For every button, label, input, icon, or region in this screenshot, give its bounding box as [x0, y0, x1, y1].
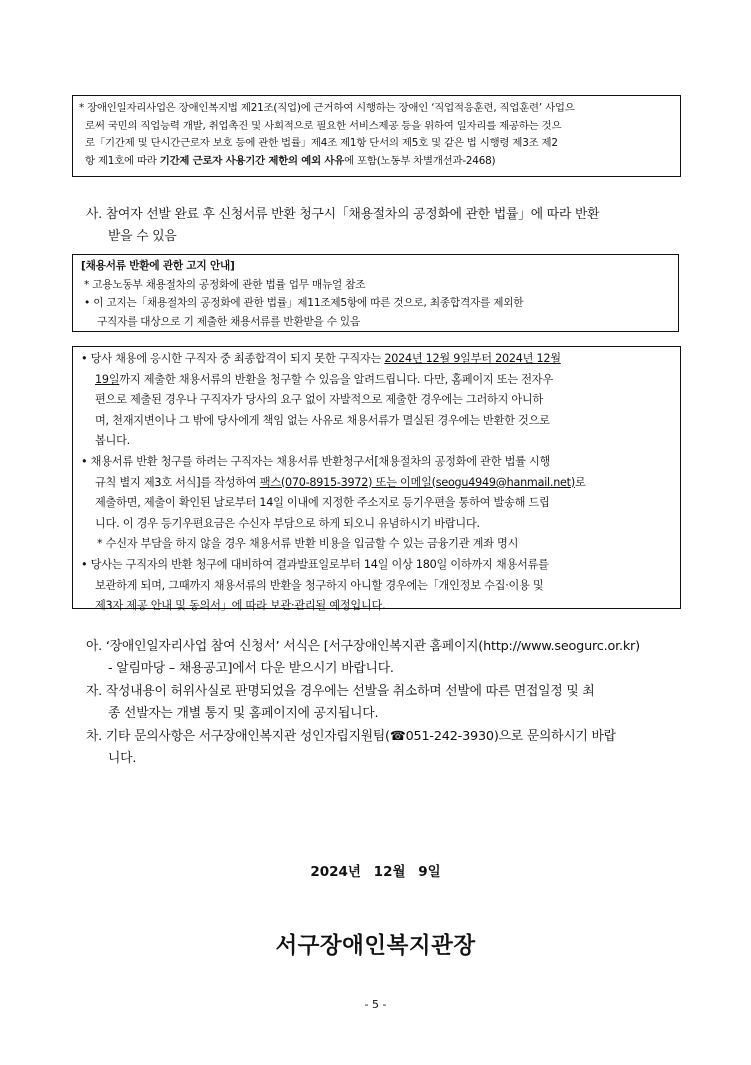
section-ja-line: 자. 작성내용이 허위사실로 판명되었을 경우에는 선발을 취소하며 선발에 따른 면접일정 및 최: [86, 684, 595, 699]
return-line: 제출하면, 제출이 확인된 날로부터 14일 이내에 지정한 주소지로 등기우편을 통하여 발송해 드립: [95, 496, 550, 510]
return-line: 제3자 제공 안내 및 동의서」에 따라 보관·관리될 예정입니다.: [95, 599, 386, 613]
notice-line: • 이 고지는「채용절차의 공정화에 관한 법률」제11조제5항에 따른 것으로, 최종합격자를 제외한: [84, 297, 524, 309]
page-number: - 5 -: [364, 998, 387, 1011]
note-line: * 장애인일자리사업은 장애인복지법 제21조(직업)에 근거하여 시행하는 장애인 ‘직업적응훈련, 직업훈련’ 사업으: [79, 102, 575, 114]
notice-line: * 고용노동부 채용절차의 공정화에 관한 법률 업무 매뉴얼 참조: [84, 278, 366, 291]
return-line: 봅니다.: [95, 434, 130, 448]
notice-line: 구직자를 대상으로 기 제출한 채용서류를 반환받을 수 있음: [97, 315, 360, 328]
section-ja-line: 종 선발자는 개별 통지 및 홈페이지에 공지됩니다.: [108, 706, 379, 721]
contact-underline: 팩스(070-8915-3972) 또는 이메일(seogu4949@hanmail.net): [259, 475, 575, 489]
signature-title: 서구장애인복지관장: [275, 933, 476, 959]
return-line: 보관하게 되며, 그때까지 채용서류의 반환을 청구하지 아니할 경우에는「개인정보 수집·이용 및: [95, 578, 544, 592]
return-line: 니다. 이 경우 등기우편요금은 수신자 부담으로 하게 되오니 유념하시기 바랍니다.: [95, 516, 480, 530]
return-line: 편으로 제출된 경우나 구직자가 당사의 요구 없이 자발적으로 제출한 경우에는 그러하지 아니하: [95, 393, 544, 407]
return-line: • 당사는 구직자의 반환 청구에 대비하여 결과발표일로부터 14일 이상 180일 이하까지 채용서류를: [81, 557, 549, 571]
document-return-box: [72, 346, 681, 613]
section-cha-line: 니다.: [108, 751, 137, 766]
section-sa-line: 사. 참여자 선발 완료 후 신청서류 반환 청구시「채용절차의 공정화에 관한 법률」에 따라 반환: [86, 207, 600, 222]
note-line: 로써 국민의 직업능력 개발, 취업촉진 및 사회적으로 필요한 서비스제공 등을 위하여 일자리를 제공하는 것으: [85, 119, 562, 132]
return-line: • 채용서류 반환 청구를 하려는 구직자는 채용서류 반환청구서[채용절차의 공정화에 관한 법률 시행: [81, 454, 551, 468]
note-line: 항 제1호에 따라 기간제 근로자 사용기간 제한의 예외 사유에 포함(노동부 차별개선과-2468): [85, 154, 496, 167]
return-line: 규칙 별지 제3호 서식]를 작성하여 팩스(070-8915-3972) 또는 이메일(seogu4949@hanmail.net)로: [95, 475, 586, 489]
return-line: * 수신자 부담을 하지 않을 경우 채용서류 반환 비용을 입금할 수 있는 금융기관 계좌 명시: [97, 537, 519, 551]
note-line: 로「기간제 및 단시간근로자 보호 등에 관한 법률」제4조 제1항 단서의 제5호 및 같은 법 시행령 제3조 제2: [85, 137, 558, 150]
notice-heading: [채용서류 반환에 관한 고지 안내]: [81, 260, 235, 272]
return-period-underline: 2024년 12월 9일부터 2024년 12월: [384, 352, 561, 365]
section-a-line: 아. ‘장애인일자리사업 참여 신청서’ 서식은 [서구장애인복지관 홈페이지(http://www.seogurc.or.kr): [86, 639, 640, 654]
section-cha-line: 차. 기타 문의사항은 서구장애인복지관 성인자립지원팀(☎051-242-3930)으로 문의하시기 바랍: [86, 729, 616, 744]
return-notice-box: [72, 254, 679, 332]
section-a-line: - 알림마당 – 채용공고]에서 다운 받으시기 바랍니다.: [108, 661, 394, 676]
return-line: 며, 천재지변이나 그 밖에 당사에게 책임 없는 사유로 채용서류가 멸실된 경우에는 반환한 것으로: [95, 413, 550, 427]
document-date: 2024년 12월 9일: [310, 864, 441, 880]
return-line: • 당사 채용에 응시한 구직자 중 최종합격이 되지 못한 구직자는 2024년 12월 9일부터 2024년 12월: [81, 352, 561, 365]
return-line: 19일까지 제출한 채용서류의 반환을 청구할 수 있음을 알려드립니다. 다만, 홈페이지 또는 전자우: [95, 372, 553, 386]
program-note-box: [72, 95, 681, 177]
exception-emphasis: 기간제 근로자 사용기간 제한의 예외 사유: [159, 154, 345, 167]
section-sa-line: 받을 수 있음: [108, 229, 177, 244]
